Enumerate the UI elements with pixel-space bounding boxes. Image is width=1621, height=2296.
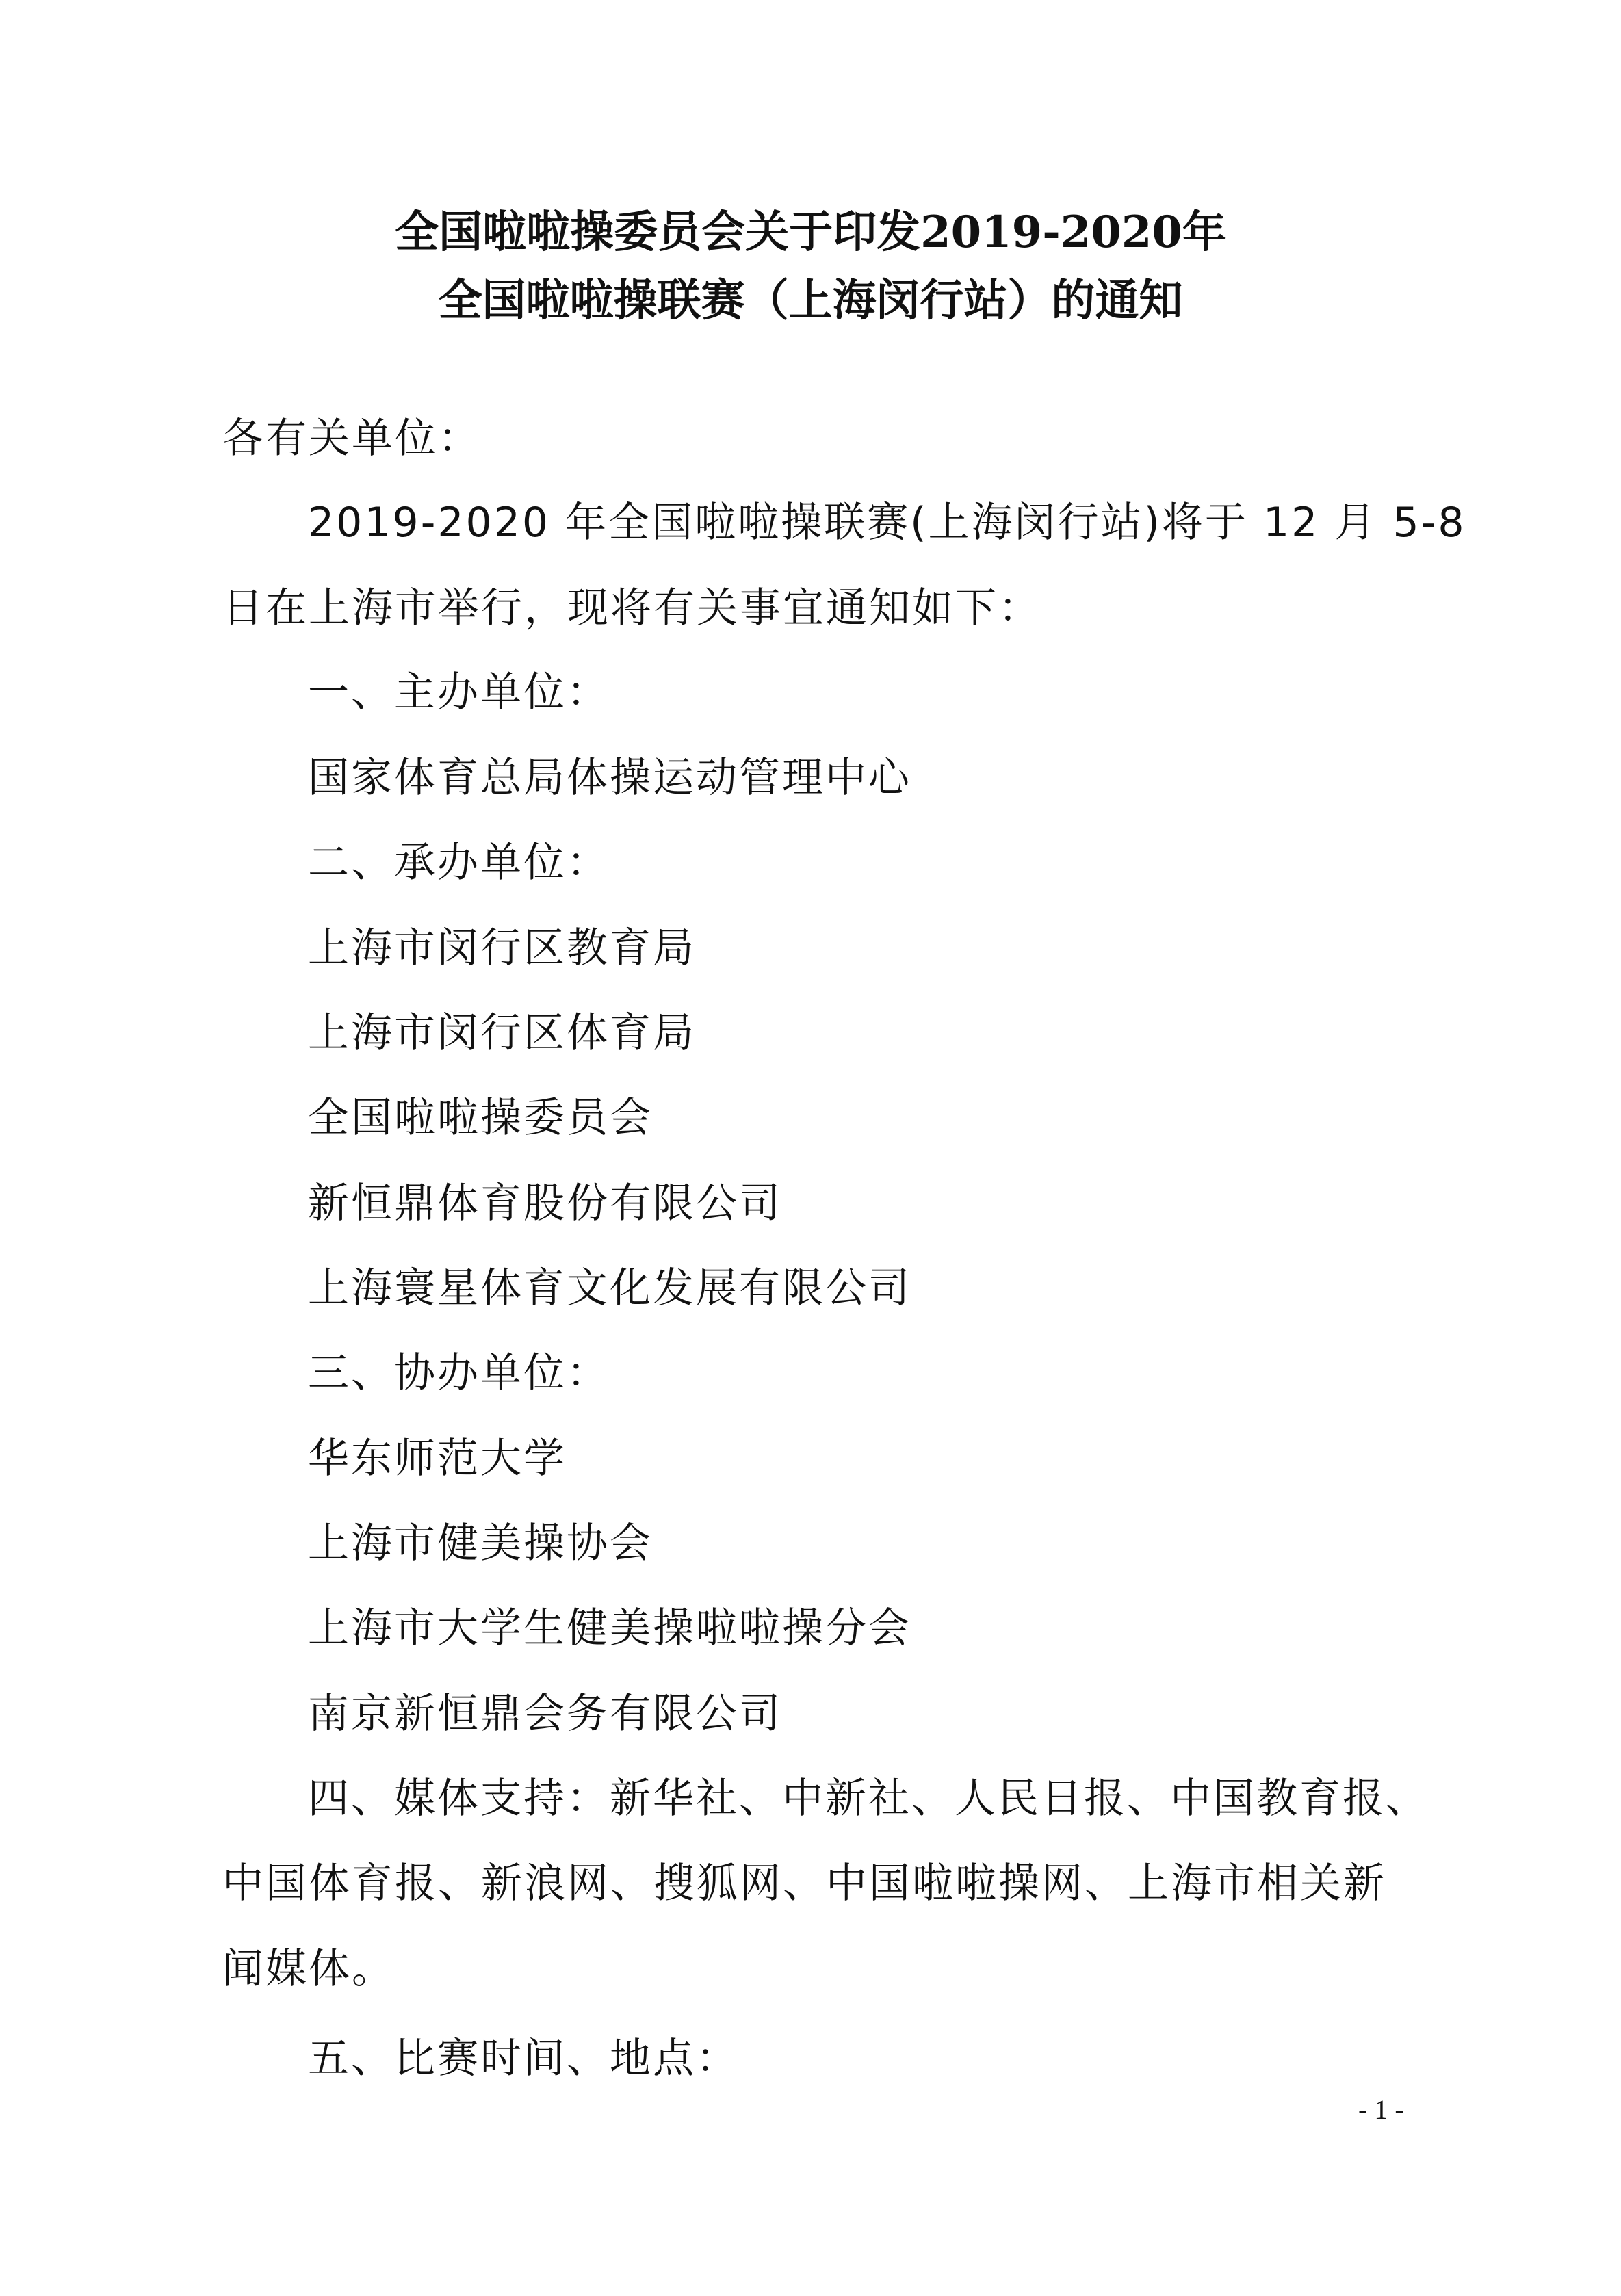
media-support-line-2: 中国体育报、新浪网、搜狐网、中国啦啦操网、上海市相关新 bbox=[222, 1860, 1386, 1907]
organizer-item: 新恒鼎体育股份有限公司 bbox=[308, 1179, 782, 1227]
section-5-heading: 五、比赛时间、地点： bbox=[308, 2035, 739, 2083]
co-organizer-item: 华东师范大学 bbox=[308, 1435, 567, 1483]
intro-line-1: 2019-2020 年全国啦啦操联赛(上海闵行站)将于 12 月 5-8 bbox=[308, 499, 1466, 547]
co-organizer-item: 上海市大学生健美操啦啦操分会 bbox=[308, 1604, 911, 1652]
intro-line-2: 日在上海市举行，现将有关事宜通知如下： bbox=[222, 584, 1041, 632]
section-2-heading: 二、承办单位： bbox=[308, 839, 610, 887]
organizer-item: 上海寰星体育文化发展有限公司 bbox=[308, 1264, 911, 1312]
page-number: - 1 - bbox=[1358, 2094, 1404, 2125]
co-organizer-item: 上海市健美操协会 bbox=[308, 1519, 653, 1567]
co-organizer-item: 南京新恒鼎会务有限公司 bbox=[308, 1690, 782, 1738]
media-support-line-1: 四、媒体支持：新华社、中新社、人民日报、中国教育报、 bbox=[308, 1775, 1429, 1823]
organizer-item: 上海市闵行区教育局 bbox=[308, 924, 696, 972]
organizer-item: 上海市闵行区体育局 bbox=[308, 1009, 696, 1057]
salutation: 各有关单位： bbox=[222, 415, 481, 462]
title-line-1: 全国啦啦操委员会关于印发2019-2020年 bbox=[395, 207, 1226, 258]
host-item: 国家体育总局体操运动管理中心 bbox=[308, 754, 911, 802]
section-1-heading: 一、主办单位： bbox=[308, 668, 610, 716]
title-line-2: 全国啦啦操联赛（上海闵行站）的通知 bbox=[438, 275, 1183, 326]
media-support-line-3: 闻媒体。 bbox=[222, 1945, 395, 1993]
section-3-heading: 三、协办单位： bbox=[308, 1349, 610, 1397]
organizer-item: 全国啦啦操委员会 bbox=[308, 1094, 653, 1142]
